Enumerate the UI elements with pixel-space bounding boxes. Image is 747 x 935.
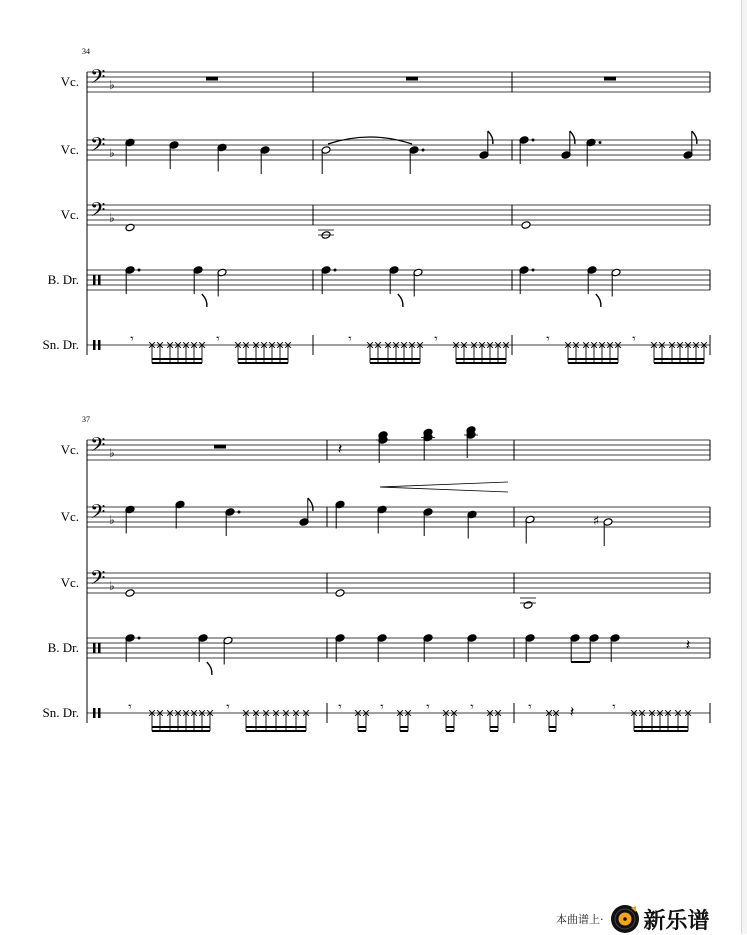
tie xyxy=(328,137,412,144)
whole-rest xyxy=(206,77,218,81)
footer-note: 本曲谱上· xyxy=(556,913,604,926)
augmentation-dot xyxy=(532,139,535,142)
flat-sign: ♭ xyxy=(109,78,115,92)
eighth-rest: 𝄾 xyxy=(612,700,616,715)
eighth-rest: 𝄾 xyxy=(632,332,636,347)
augmentation-dot xyxy=(532,269,535,272)
eighth-rest: 𝄾 xyxy=(128,700,132,715)
augmentation-dot xyxy=(138,269,141,272)
whole-note xyxy=(125,223,135,232)
eighth-rest: 𝄾 xyxy=(380,700,384,715)
flat-sign: ♭ xyxy=(109,446,115,460)
instrument-label: Vc. xyxy=(60,509,79,524)
quarter-rest: 𝄽 xyxy=(685,636,691,654)
staff xyxy=(61,500,710,528)
bass-clef-icon: 𝄢 xyxy=(90,198,106,226)
instrument-label: Vc. xyxy=(60,207,79,222)
brand-name: 新乐谱 xyxy=(643,908,710,934)
bass-clef-icon: 𝄢 xyxy=(90,433,106,461)
music-system xyxy=(43,47,710,363)
percussion-clef-icon xyxy=(93,340,96,350)
augmentation-dot xyxy=(599,141,602,144)
instrument-label: Sn. Dr. xyxy=(42,705,79,720)
note-flag xyxy=(596,294,601,307)
bass-clef-icon: 𝄢 xyxy=(90,566,106,594)
measure-number: 37 xyxy=(82,415,90,424)
flat-sign: ♭ xyxy=(109,513,115,527)
eighth-rest: 𝄾 xyxy=(528,700,532,715)
whole-rest xyxy=(604,77,616,81)
eighth-rest: 𝄾 xyxy=(338,700,342,715)
footer xyxy=(556,905,710,933)
note-flag xyxy=(202,294,207,307)
eighth-rest: 𝄾 xyxy=(426,700,430,715)
whole-note xyxy=(521,221,531,230)
percussion-clef-icon xyxy=(98,643,101,653)
instrument-label: B. Dr. xyxy=(47,640,79,655)
percussion-clef-icon xyxy=(98,708,101,718)
percussion-clef-icon xyxy=(98,275,101,285)
staff xyxy=(48,270,710,290)
staff xyxy=(61,133,710,161)
augmentation-dot xyxy=(238,511,241,514)
note-flag xyxy=(488,131,493,144)
whole-note xyxy=(125,589,135,598)
crescendo-hairpin xyxy=(380,487,508,492)
instrument-label: Sn. Dr. xyxy=(42,337,79,352)
eighth-rest: 𝄾 xyxy=(216,332,220,347)
whole-rest xyxy=(214,445,226,449)
augmentation-dot xyxy=(334,269,337,272)
page-edge xyxy=(741,0,747,934)
staff xyxy=(61,566,710,594)
note-flag xyxy=(398,294,403,307)
percussion-clef-icon xyxy=(93,708,96,718)
quarter-rest: 𝄽 xyxy=(337,440,343,458)
instrument-label: Vc. xyxy=(60,142,79,157)
measure-number: 34 xyxy=(82,47,90,56)
instrument-label: Vc. xyxy=(60,442,79,457)
whole-note xyxy=(335,589,345,598)
eighth-rest: 𝄾 xyxy=(546,332,550,347)
flat-sign: ♭ xyxy=(109,146,115,160)
percussion-clef-icon xyxy=(93,275,96,285)
percussion-clef-icon xyxy=(98,340,101,350)
instrument-label: Vc. xyxy=(60,575,79,590)
vinyl-record-logo-icon xyxy=(610,904,640,934)
bass-clef-icon: 𝄢 xyxy=(90,500,106,528)
augmentation-dot xyxy=(138,637,141,640)
eighth-rest: 𝄾 xyxy=(226,700,230,715)
whole-note xyxy=(523,601,533,610)
percussion-clef-icon xyxy=(93,643,96,653)
eighth-rest: 𝄾 xyxy=(470,700,474,715)
staff xyxy=(61,198,710,226)
eighth-rest: 𝄾 xyxy=(130,332,134,347)
quarter-rest: 𝄽 xyxy=(569,703,575,721)
bass-clef-icon: 𝄢 xyxy=(90,65,106,93)
crescendo-hairpin xyxy=(380,482,508,487)
sharp-sign: ♯ xyxy=(592,514,600,529)
eighth-rest: 𝄾 xyxy=(434,332,438,347)
instrument-label: Vc. xyxy=(60,74,79,89)
instrument-label: B. Dr. xyxy=(47,272,79,287)
note-flag xyxy=(692,131,697,144)
flat-sign: ♭ xyxy=(109,211,115,225)
note-flag xyxy=(308,498,313,511)
flat-sign: ♭ xyxy=(109,579,115,593)
whole-rest xyxy=(406,77,418,81)
note-flag xyxy=(570,131,575,144)
music-system xyxy=(43,415,710,731)
augmentation-dot xyxy=(422,149,425,152)
note-flag xyxy=(207,662,212,675)
eighth-rest: 𝄾 xyxy=(348,332,352,347)
staff xyxy=(43,703,710,723)
bass-clef-icon: 𝄢 xyxy=(90,133,106,161)
